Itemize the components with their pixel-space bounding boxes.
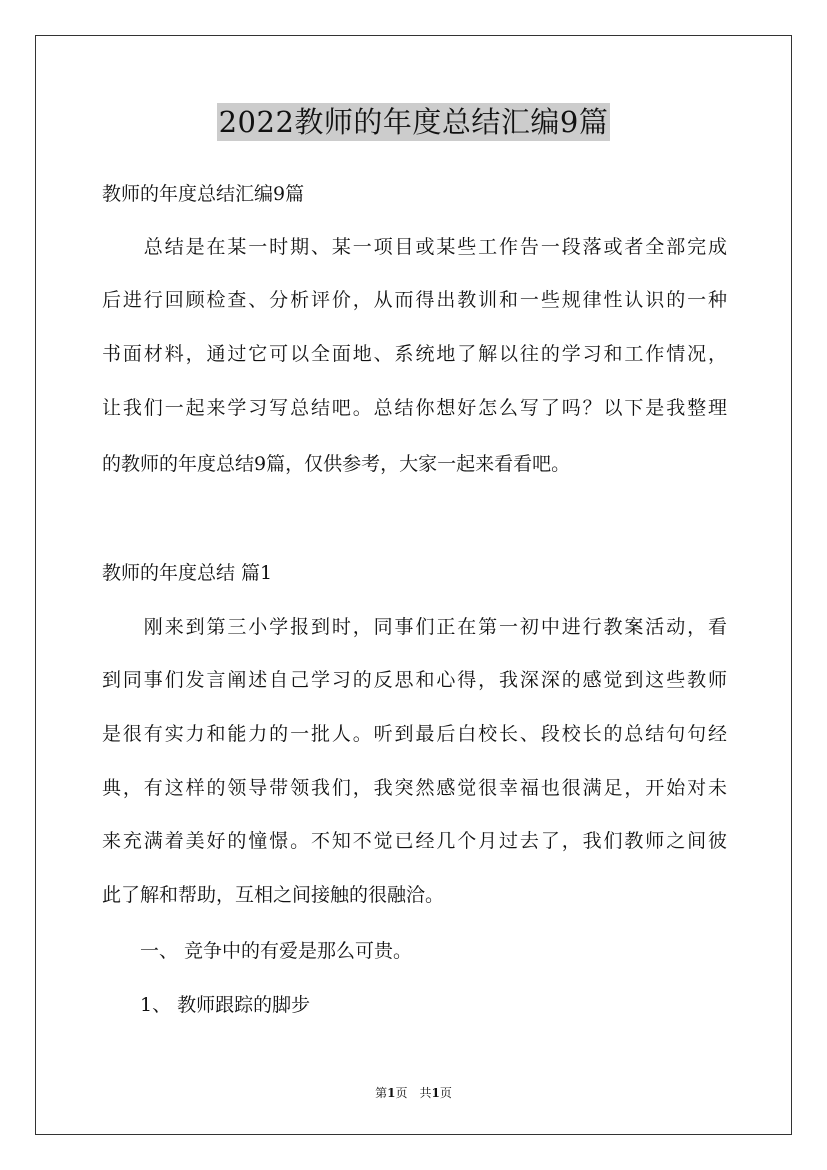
page-footer xyxy=(0,1085,827,1101)
section-line: 典，有这样的领导带领我们，我突然感觉很幸福也很满足，开始对未 xyxy=(102,777,727,799)
section-line: 刚来到第三小学报到时，同事们正在第一初中进行教案活动，看 xyxy=(102,616,727,638)
document-title: 2022教师的年度总结汇编9篇 xyxy=(218,105,609,139)
footer-suffix: 页 xyxy=(439,1086,452,1100)
section-line: 到同事们发言阐述自己学习的反思和心得，我深深的感觉到这些教师 xyxy=(102,669,727,691)
intro-line: 书面材料，通过它可以全面地、系统地了解以往的学习和工作情况， xyxy=(102,343,727,365)
footer-prefix: 第 xyxy=(375,1086,388,1100)
intro-line: 总结是在某一时期、某一项目或某些工作告一段落或者全部完成 xyxy=(102,236,727,258)
point-subheading: 1、 教师跟踪的脚步 xyxy=(102,994,311,1016)
point-heading: 一、 竞争中的有爱是那么可贵。 xyxy=(102,940,413,962)
section-line: 来充满着美好的憧憬。不知不觉已经几个月过去了，我们教师之间彼 xyxy=(102,830,727,852)
section-line: 此了解和帮助，互相之间接触的很融洽。 xyxy=(102,884,445,906)
intro-line: 后进行回顾检查、分析评价，从而得出教训和一些规律性认识的一种 xyxy=(102,289,727,311)
section-line: 是很有实力和能力的一批人。听到最后白校长、段校长的总结句句经 xyxy=(102,723,727,745)
total-page-number: 1 xyxy=(431,1086,440,1100)
current-page-number: 1 xyxy=(387,1086,396,1100)
section-heading: 教师的年度总结 篇1 xyxy=(102,562,273,584)
title-wrap xyxy=(0,103,827,141)
document-subtitle: 教师的年度总结汇编9篇 xyxy=(102,183,305,205)
footer-middle: 页 共 xyxy=(395,1086,432,1100)
intro-line: 的教师的年度总结9篇，仅供参考，大家一起来看看吧。 xyxy=(102,453,571,475)
intro-line: 让我们一起来学习写总结吧。总结你想好怎么写了吗？以下是我整理 xyxy=(102,397,727,419)
